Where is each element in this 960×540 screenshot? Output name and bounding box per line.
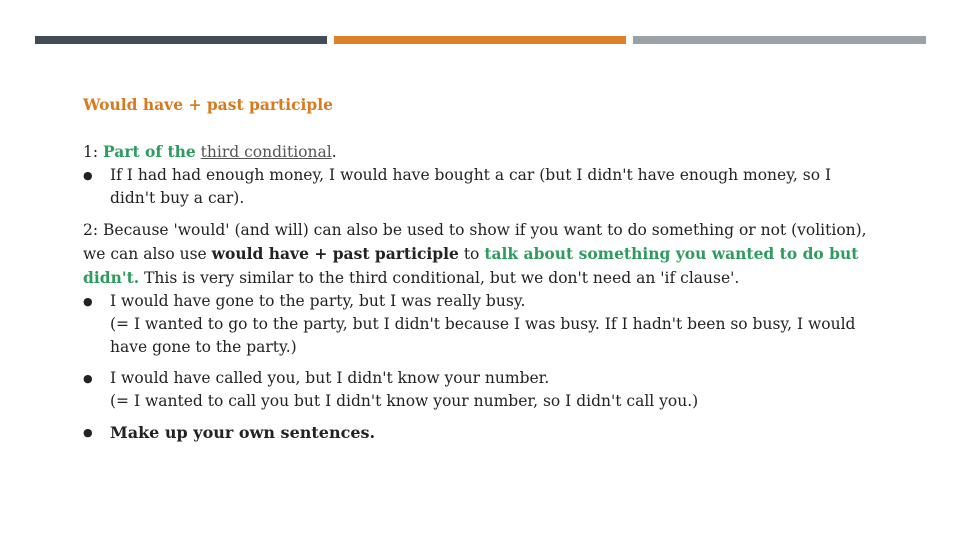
slide-title: Would have + past participle	[83, 95, 334, 114]
section-2-text-2: to	[463, 245, 480, 263]
bullet-text-line: didn't buy a car).	[110, 189, 245, 207]
slide-content	[83, 93, 873, 445]
section-2-text-3: This is very similar to the third conditional, but we don't need an 'if clause'.	[144, 269, 740, 287]
section-2-bullet-3	[83, 421, 873, 445]
bullet-text-line: (= I wanted to call you but I didn't know your number, so I didn't call you.)	[110, 392, 699, 410]
top-bar-dark	[35, 36, 327, 44]
section-1-label: Part of the	[103, 142, 196, 161]
section-2-green-phrase: talk about something you wanted to do but didn't.	[83, 244, 859, 287]
third-conditional-link[interactable]: third conditional	[200, 143, 332, 161]
bullet-icon: ●	[83, 169, 93, 182]
top-bar-orange	[334, 36, 626, 44]
section-2-bold-phrase: would have + past participle	[211, 244, 459, 263]
section-2-paragraph	[83, 219, 873, 290]
section-2-bullet-1	[83, 290, 873, 359]
section-1-heading	[83, 140, 873, 164]
top-decorative-bars	[0, 36, 960, 44]
section-1-number: 1:	[83, 143, 99, 161]
section-2-text-1: 2: Because 'would' (and will) can also be used to show if you want to do something or not (volition), we can also use	[83, 221, 867, 263]
bullet-icon: ●	[83, 426, 93, 439]
section-1-bullet	[83, 164, 873, 210]
bullet-text-line: If I had had enough money, I would have bought a car (but I didn't have enough money, so I	[110, 166, 832, 184]
bullet-icon: ●	[83, 295, 93, 308]
top-bar-gray	[633, 36, 926, 44]
make-up-sentences-text: Make up your own sentences.	[110, 423, 376, 442]
bullet-icon: ●	[83, 372, 93, 385]
bullet-text-line: I would have gone to the party, but I was really busy.	[110, 292, 526, 310]
bullet-text-line: have gone to the party.)	[110, 338, 297, 356]
section-1-period: .	[331, 143, 337, 161]
bullet-text-line: (= I wanted to go to the party, but I didn't because I was busy. If I hadn't been so busy, I would	[110, 315, 856, 333]
section-2-bullet-2	[83, 367, 873, 413]
bullet-text-line: I would have called you, but I didn't know your number.	[110, 369, 550, 387]
